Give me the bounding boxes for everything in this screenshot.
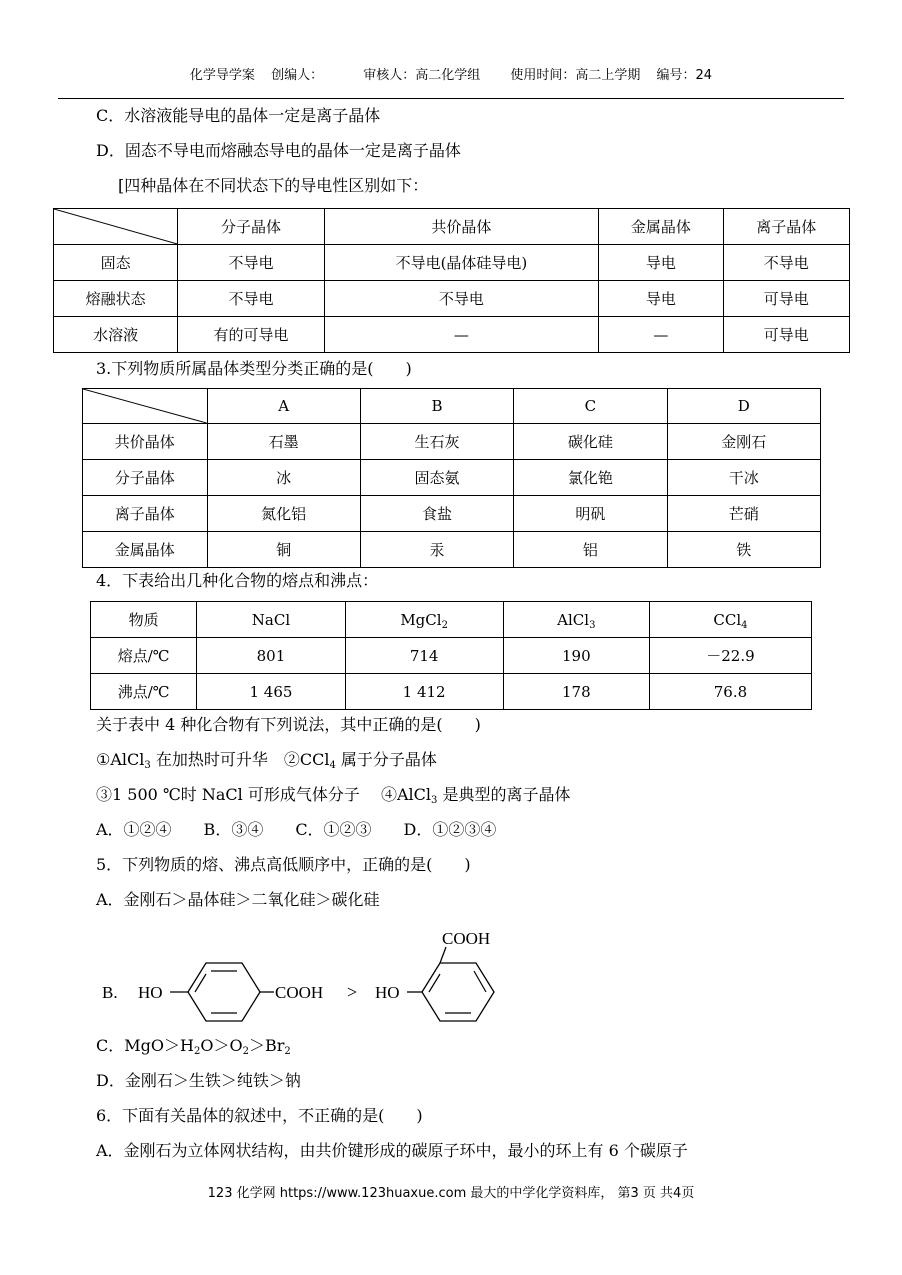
column-header: 分子晶体 bbox=[178, 209, 324, 245]
table-cell: 食盐 bbox=[360, 496, 513, 532]
header-time: 使用时间：高二上学期 bbox=[510, 68, 641, 83]
formula-text: O＞O bbox=[200, 1036, 243, 1055]
subscript: 4 bbox=[329, 760, 336, 771]
q5-option-a: A．金刚石＞晶体硅＞二氧化硅＞碳化硅 bbox=[96, 890, 380, 909]
table-cell: 76.8 bbox=[649, 674, 811, 710]
subscript: 3 bbox=[144, 760, 151, 771]
q5-option-c bbox=[96, 1033, 291, 1056]
table-cell: — bbox=[324, 317, 599, 353]
table-cell: 1 465 bbox=[197, 674, 345, 710]
carboxyl-group-2: COOH bbox=[442, 929, 491, 948]
table-cell: 生石灰 bbox=[360, 424, 513, 460]
column-header bbox=[649, 602, 811, 638]
compound-subscript: 2 bbox=[441, 619, 448, 631]
double-bond bbox=[195, 974, 206, 992]
table-cell: 不导电 bbox=[324, 281, 599, 317]
table-cell: 有的可导电 bbox=[178, 317, 324, 353]
diagonal-cell bbox=[83, 389, 208, 424]
formula-text: C．MgO＞H bbox=[96, 1036, 194, 1055]
table-cell: 714 bbox=[345, 638, 503, 674]
column-header: A bbox=[207, 389, 360, 424]
q3-table bbox=[82, 388, 821, 568]
column-header: 金属晶体 bbox=[599, 209, 723, 245]
table-cell: 铝 bbox=[514, 532, 667, 568]
table-row bbox=[54, 281, 850, 317]
header-rule bbox=[58, 98, 844, 99]
compound-name: AlCl bbox=[557, 610, 590, 629]
table-header-row bbox=[54, 209, 850, 245]
column-header: B bbox=[360, 389, 513, 424]
carboxyl-group-1: COOH bbox=[275, 983, 324, 1002]
q5-stem: 5．下列物质的熔、沸点高低顺序中，正确的是( ) bbox=[96, 855, 471, 874]
q4-statements-2 bbox=[96, 782, 570, 805]
table-row bbox=[83, 496, 821, 532]
statement-text: 是典型的离子晶体 bbox=[437, 785, 571, 804]
row-label: 离子晶体 bbox=[83, 496, 208, 532]
column-header bbox=[197, 602, 345, 638]
table-cell: 不导电 bbox=[723, 245, 849, 281]
column-header bbox=[345, 602, 503, 638]
subscript: 2 bbox=[242, 1046, 249, 1057]
subscript: 2 bbox=[193, 1046, 201, 1057]
table-cell: 190 bbox=[503, 638, 649, 674]
q4-stem: 4．下表给出几种化合物的熔点和沸点： bbox=[96, 571, 379, 590]
table-cell: －22.9 bbox=[649, 638, 811, 674]
q5-option-d: D．金刚石＞生铁＞纯铁＞钠 bbox=[96, 1071, 301, 1090]
table-cell: — bbox=[599, 317, 723, 353]
benzene-ring-para bbox=[188, 963, 260, 1021]
statement-text: 在加热时可升华 ②CCl bbox=[150, 750, 330, 769]
table-cell: 碳化硅 bbox=[514, 424, 667, 460]
q6-option-a: A．金刚石为立体网状结构，由共价键形成的碳原子环中，最小的环上有 6 个碳原子 bbox=[96, 1141, 688, 1160]
row-label: 共价晶体 bbox=[83, 424, 208, 460]
row-label: 熔融状态 bbox=[54, 281, 178, 317]
compound-name: CCl bbox=[713, 610, 742, 629]
column-header: 离子晶体 bbox=[723, 209, 849, 245]
row-label: 沸点/℃ bbox=[91, 674, 197, 710]
column-header: 共价晶体 bbox=[324, 209, 599, 245]
formula-text: ＞Br bbox=[248, 1036, 285, 1055]
table-cell: 干冰 bbox=[667, 460, 820, 496]
q6-stem: 6．下面有关晶体的叙述中，不正确的是( ) bbox=[96, 1106, 423, 1125]
table-header-row bbox=[91, 602, 812, 638]
table-cell: 铜 bbox=[207, 532, 360, 568]
row-label: 熔点/℃ bbox=[91, 638, 197, 674]
table-cell: 氮化铝 bbox=[207, 496, 360, 532]
q3-stem: 3.下列物质所属晶体类型分类正确的是( ) bbox=[96, 359, 412, 378]
subscript: 2 bbox=[284, 1046, 291, 1057]
table-cell: 可导电 bbox=[723, 317, 849, 353]
benzene-ring-ortho bbox=[422, 963, 494, 1021]
table-cell: 冰 bbox=[207, 460, 360, 496]
option-b-label: B. bbox=[102, 983, 118, 1002]
compound-name: NaCl bbox=[251, 610, 291, 629]
column-header bbox=[503, 602, 649, 638]
header-number: 编号：24 bbox=[656, 68, 713, 83]
table-cell: 金刚石 bbox=[667, 424, 820, 460]
statement-text: ③1 500 ℃时 NaCl 可形成气体分子 ④AlCl bbox=[96, 785, 431, 804]
table-cell: 固态氨 bbox=[360, 460, 513, 496]
table-cell: 不导电 bbox=[178, 245, 324, 281]
hydroxy-group-2: HO bbox=[375, 983, 400, 1002]
q2-option-c: C．水溶液能导电的晶体一定是离子晶体 bbox=[96, 106, 381, 125]
conductivity-table bbox=[53, 208, 850, 353]
statement-text: 属于分子晶体 bbox=[335, 750, 437, 769]
row-label: 固态 bbox=[54, 245, 178, 281]
table-cell: 导电 bbox=[599, 281, 723, 317]
table-header-row bbox=[83, 389, 821, 424]
table-cell: 氯化铯 bbox=[514, 460, 667, 496]
table-row bbox=[54, 245, 850, 281]
header-reviewer: 审核人：高二化学组 bbox=[363, 68, 481, 83]
q4-question: 关于表中 4 种化合物有下列说法，其中正确的是( ) bbox=[96, 715, 481, 734]
table-cell: 不导电(晶体硅导电) bbox=[324, 245, 599, 281]
diagonal-cell bbox=[54, 209, 178, 245]
q4-table bbox=[90, 601, 812, 710]
row-label: 水溶液 bbox=[54, 317, 178, 353]
q4-statements-1 bbox=[96, 747, 437, 770]
double-bond bbox=[474, 971, 486, 992]
table-cell: 石墨 bbox=[207, 424, 360, 460]
table-cell: 可导电 bbox=[723, 281, 849, 317]
table-cell: 不导电 bbox=[178, 281, 324, 317]
compound-name: MgCl bbox=[400, 610, 442, 629]
compound-subscript: 3 bbox=[589, 619, 596, 631]
table-row bbox=[83, 424, 821, 460]
table-cell: 178 bbox=[503, 674, 649, 710]
statement-text: ①AlCl bbox=[96, 750, 145, 769]
header-author: 创编人： bbox=[271, 68, 324, 83]
subscript: 3 bbox=[430, 795, 438, 806]
greater-than-sign: > bbox=[347, 982, 358, 1002]
table-cell: 芒硝 bbox=[667, 496, 820, 532]
column-header: C bbox=[514, 389, 667, 424]
table-cell: 1 412 bbox=[345, 674, 503, 710]
q4-choices: A．①②④ B．③④ C．①②③ D．①②③④ bbox=[96, 820, 497, 839]
hydroxybenzoic-acid-structures bbox=[100, 925, 520, 1025]
table-row bbox=[54, 317, 850, 353]
page-footer: 123 化学网 https://www.123huaxue.com 最大的中学化学资料库， 第3 页 共4页 bbox=[207, 1186, 695, 1201]
table-row bbox=[83, 460, 821, 496]
q2-option-d: D．固态不导电而熔融态导电的晶体一定是离子晶体 bbox=[96, 141, 461, 160]
double-bond bbox=[429, 974, 440, 992]
explanation-text: [四种晶体在不同状态下的导电性区别如下： bbox=[118, 176, 429, 195]
table-row bbox=[83, 532, 821, 568]
table-cell: 汞 bbox=[360, 532, 513, 568]
compound-subscript: 4 bbox=[741, 619, 748, 631]
column-header: 物质 bbox=[91, 602, 197, 638]
table-row bbox=[91, 674, 812, 710]
table-cell: 铁 bbox=[667, 532, 820, 568]
column-header: D bbox=[667, 389, 820, 424]
table-row bbox=[91, 638, 812, 674]
hydroxy-group-1: HO bbox=[138, 983, 163, 1002]
table-cell: 明矾 bbox=[514, 496, 667, 532]
row-label: 金属晶体 bbox=[83, 532, 208, 568]
table-cell: 导电 bbox=[599, 245, 723, 281]
row-label: 分子晶体 bbox=[83, 460, 208, 496]
bond bbox=[440, 947, 446, 963]
header-course: 化学导学案 bbox=[189, 68, 255, 83]
page-header bbox=[0, 64, 902, 83]
table-cell: 801 bbox=[197, 638, 345, 674]
